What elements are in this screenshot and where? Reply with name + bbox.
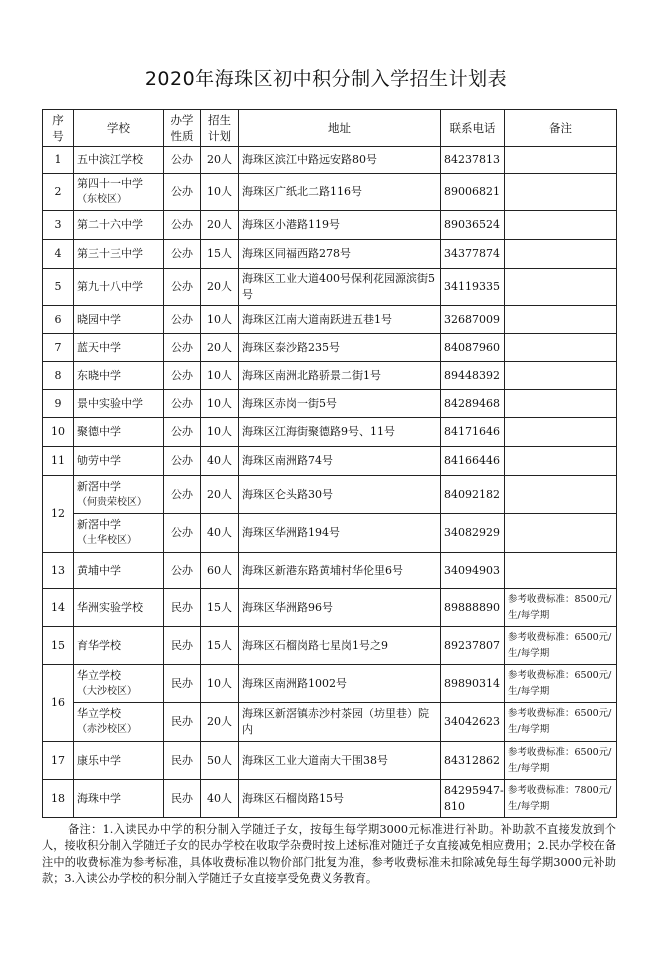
school-name: 华立学校 [77,668,121,682]
row-phone: 89890314 [441,665,505,703]
row-index: 4 [43,240,74,269]
row-phone: 34094903 [441,553,505,589]
row-nature: 公办 [164,147,201,174]
row-index: 3 [43,211,74,240]
row-remark [505,147,617,174]
row-address: 海珠区石榴岗路15号 [239,780,441,818]
school-campus: （赤沙校区） [77,724,137,735]
row-nature: 民办 [164,627,201,665]
row-quota: 20人 [201,703,239,742]
header-school: 学校 [74,110,164,147]
table-row [43,514,617,553]
row-school: 劬劳中学 [74,447,164,476]
row-index: 11 [43,447,74,476]
row-phone: 84289468 [441,390,505,418]
row-remark [505,418,617,447]
row-phone: 34119335 [441,269,505,306]
row-remark [505,240,617,269]
row-remark [505,514,617,553]
row-index: 18 [43,780,74,818]
header-nature: 办学性质 [164,110,201,147]
row-address: 海珠区石榴岗路七星岗1号之9 [239,627,441,665]
table-row [43,742,617,780]
row-address: 海珠区滨江中路远安路80号 [239,147,441,174]
row-nature: 民办 [164,780,201,818]
row-nature: 公办 [164,306,201,334]
enrollment-plan-table [42,109,617,818]
row-address: 海珠区华洲路194号 [239,514,441,553]
row-index: 12 [43,476,74,553]
table-row [43,627,617,665]
table-header-row [43,110,617,147]
row-nature: 民办 [164,589,201,627]
row-nature: 公办 [164,174,201,211]
row-school [74,476,164,514]
row-phone: 34082929 [441,514,505,553]
row-address: 海珠区新滘镇赤沙村茶园（坊里巷）院内 [239,703,441,742]
row-school: 景中实验中学 [74,390,164,418]
row-school: 蓝天中学 [74,334,164,362]
row-school: 黄埔中学 [74,553,164,589]
table-row [43,703,617,742]
row-index: 1 [43,147,74,174]
row-remark [505,447,617,476]
row-quota: 20人 [201,269,239,306]
row-school [74,174,164,211]
row-school: 育华学校 [74,627,164,665]
row-phone: 34377874 [441,240,505,269]
row-remark: 参考收费标准：6500元/生/每学期 [505,742,617,780]
row-nature: 公办 [164,334,201,362]
row-index: 2 [43,174,74,211]
row-quota: 15人 [201,589,239,627]
row-remark [505,334,617,362]
table-row [43,476,617,514]
row-school: 海珠中学 [74,780,164,818]
row-address: 海珠区广纸北二路116号 [239,174,441,211]
table-row [43,362,617,390]
row-nature: 民办 [164,703,201,742]
row-quota: 20人 [201,334,239,362]
table-row [43,418,617,447]
row-remark: 参考收费标准：8500元/生/每学期 [505,589,617,627]
school-campus: （土华校区） [77,535,137,546]
row-quota: 20人 [201,211,239,240]
row-quota: 15人 [201,627,239,665]
row-remark: 参考收费标准：6500元/生/每学期 [505,703,617,742]
row-quota: 40人 [201,447,239,476]
row-nature: 公办 [164,211,201,240]
school-campus: （何贵荣校区） [77,496,147,508]
row-quota: 20人 [201,476,239,514]
row-nature: 公办 [164,390,201,418]
table-row [43,589,617,627]
row-address: 海珠区江海街聚德路9号、11号 [239,418,441,447]
row-index: 13 [43,553,74,589]
row-school: 东晓中学 [74,362,164,390]
row-index: 15 [43,627,74,665]
row-phone: 84087960 [441,334,505,362]
row-address: 海珠区工业大道南大干围38号 [239,742,441,780]
row-quota: 40人 [201,780,239,818]
row-remark: 参考收费标准：6500元/生/每学期 [505,665,617,703]
table-row [43,147,617,174]
row-index: 17 [43,742,74,780]
row-school: 华洲实验学校 [74,589,164,627]
row-index: 16 [43,665,74,742]
row-nature: 公办 [164,514,201,553]
row-nature: 公办 [164,447,201,476]
row-nature: 民办 [164,742,201,780]
row-remark [505,174,617,211]
school-campus: （大沙校区） [77,685,137,697]
document-title: 2020年海珠区初中积分制入学招生计划表 [144,68,508,90]
row-index: 8 [43,362,74,390]
header-remark: 备注 [505,110,617,147]
header-quota: 招生计划 [201,110,239,147]
row-quota: 60人 [201,553,239,589]
row-index: 5 [43,269,74,306]
header-index: 序号 [43,110,74,147]
table-row [43,447,617,476]
row-school [74,665,164,703]
row-phone: 84171646 [441,418,505,447]
school-name: 新滘中学 [77,518,121,531]
row-quota: 10人 [201,665,239,703]
row-remark: 参考收费标准：7800元/生/每学期 [505,780,617,818]
row-phone: 89448392 [441,362,505,390]
row-nature: 公办 [164,269,201,306]
row-phone: 84312862 [441,742,505,780]
row-nature: 公办 [164,476,201,514]
row-index: 14 [43,589,74,627]
table-row [43,390,617,418]
row-remark [505,306,617,334]
row-remark [505,476,617,514]
row-school: 第二十六中学 [74,211,164,240]
row-phone: 84295947-810 [441,780,505,818]
row-address: 海珠区南洲路1002号 [239,665,441,703]
row-remark [505,553,617,589]
table-row [43,665,617,703]
row-remark [505,269,617,306]
header-phone: 联系电话 [441,110,505,147]
row-remark [505,211,617,240]
row-address: 海珠区同福西路278号 [239,240,441,269]
row-address: 海珠区南洲路74号 [239,447,441,476]
row-quota: 15人 [201,240,239,269]
row-school: 五中滨江学校 [74,147,164,174]
row-school [74,514,164,553]
row-nature: 民办 [164,665,201,703]
header-address: 地址 [239,110,441,147]
row-nature: 公办 [164,418,201,447]
row-address: 海珠区南洲北路骄景二街1号 [239,362,441,390]
row-phone: 89888890 [441,589,505,627]
row-school [74,703,164,742]
table-row [43,334,617,362]
row-address: 海珠区小港路119号 [239,211,441,240]
row-quota: 10人 [201,306,239,334]
row-index: 6 [43,306,74,334]
row-remark: 参考收费标准：6500元/生/每学期 [505,627,617,665]
row-address: 海珠区工业大道400号保利花园源滨街5号 [239,269,441,306]
table-row [43,306,617,334]
row-address: 海珠区仑头路30号 [239,476,441,514]
row-index: 7 [43,334,74,362]
table-row [43,780,617,818]
row-address: 海珠区泰沙路235号 [239,334,441,362]
row-school: 康乐中学 [74,742,164,780]
row-index: 10 [43,418,74,447]
row-school: 聚德中学 [74,418,164,447]
row-phone: 89006821 [441,174,505,211]
row-phone: 84166446 [441,447,505,476]
row-quota: 50人 [201,742,239,780]
row-nature: 公办 [164,240,201,269]
row-phone: 84237813 [441,147,505,174]
row-school: 晓园中学 [74,306,164,334]
row-phone: 34042623 [441,703,505,742]
row-phone: 84092182 [441,476,505,514]
row-address: 海珠区江南大道南跃进五巷1号 [239,306,441,334]
school-name: 华立学校 [77,707,121,720]
row-quota: 10人 [201,362,239,390]
row-quota: 10人 [201,174,239,211]
row-nature: 公办 [164,553,201,589]
table-row [43,211,617,240]
row-address: 海珠区赤岗一街5号 [239,390,441,418]
school-name: 新滘中学 [77,479,121,493]
table-row [43,269,617,306]
school-campus: （东校区） [77,194,127,205]
row-phone: 89237807 [441,627,505,665]
table-row [43,553,617,589]
row-index: 9 [43,390,74,418]
school-name: 第四十一中学 [77,177,143,190]
footnote: 备注：1.入读民办中学的积分制入学随迁子女，按每生每学期3000元标准进行补助。补助款不直接发放到个人，接收积分制入学随迁子女的民办学校在收取学杂费时按上述标准对随迁子女直接减免相应费用；2.民办学校在备注中的收费标准为参考标准，具体收费标准以物价部门批复为准，参考收费标准未扣除减免每生每学期3000元补助款；3.入读公办学校的积分制入学随迁子女直接享受免费义务教育。 [42,823,616,886]
row-school: 第九十八中学 [74,269,164,306]
row-quota: 10人 [201,418,239,447]
row-phone: 89036524 [441,211,505,240]
row-address: 海珠区华洲路96号 [239,589,441,627]
row-address: 海珠区新港东路黄埔村华伦里6号 [239,553,441,589]
row-quota: 20人 [201,147,239,174]
table-row [43,174,617,211]
row-quota: 10人 [201,390,239,418]
row-remark [505,362,617,390]
row-nature: 公办 [164,362,201,390]
row-remark [505,390,617,418]
table-row [43,240,617,269]
row-quota: 40人 [201,514,239,553]
row-phone: 32687009 [441,306,505,334]
row-school: 第三十三中学 [74,240,164,269]
